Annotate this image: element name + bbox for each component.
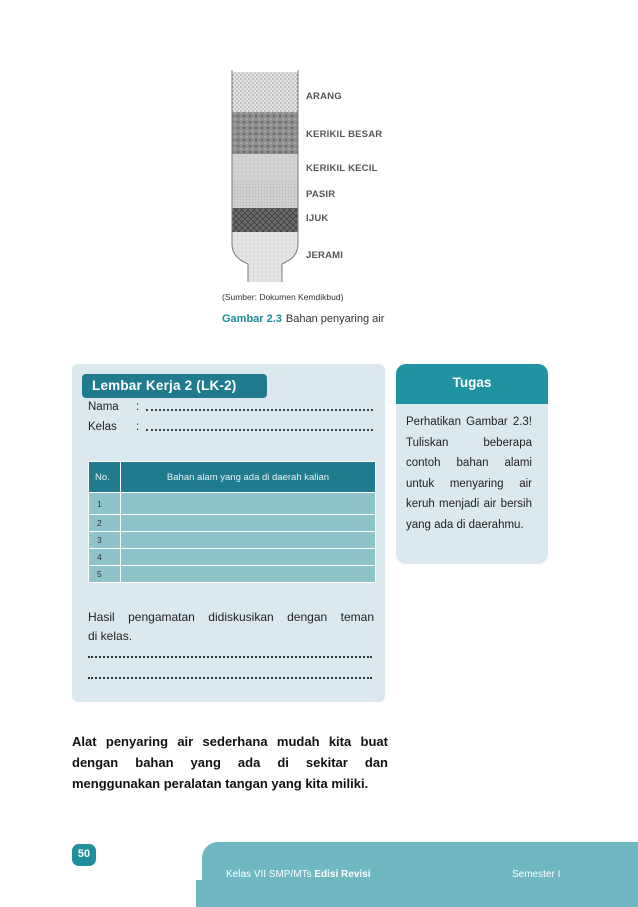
row-number: 5 [89, 566, 121, 583]
figure-caption [222, 313, 384, 325]
page-number-badge [72, 844, 96, 866]
row-number: 1 [89, 493, 121, 515]
material-cell[interactable] [121, 549, 376, 566]
worksheet-title: Lembar Kerja 2 (LK-2) [92, 378, 237, 393]
table-row [89, 532, 376, 549]
layer-label-kerikil-besar: KERIKIL BESAR [306, 129, 383, 140]
table-row [89, 493, 376, 515]
name-colon: : [136, 401, 140, 413]
layer-label-pasir: PASIR [306, 189, 336, 200]
layer-label-arang: ARANG [306, 91, 342, 102]
figure-title: Bahan penyaring air [285, 313, 385, 325]
result-instruction-line1: Hasil pengamatan didiskusikan dengan teman [88, 610, 374, 624]
class-field[interactable] [146, 429, 373, 431]
material-cell[interactable] [121, 515, 376, 532]
task-text: Perhatikan Gambar 2.3! Tuliskan beberapa contoh bahan alami untuk menyaring air keruh menjadi air bersih yang ada di daerahmu. [406, 416, 532, 531]
footer-semester: Semester I [512, 869, 561, 880]
table-row [89, 566, 376, 583]
footer-book-prefix: Kelas VII SMP/MTs [226, 869, 315, 880]
table-row [89, 515, 376, 532]
worksheet-title-bar [82, 374, 267, 398]
class-colon: : [136, 421, 140, 433]
closing-paragraph: Alat penyaring air sederhana mudah kita buat dengan bahan yang ada di sekitar dan menggunakan peralatan tangan yang kita miliki. [72, 734, 388, 791]
figure-source: (Sumber: Dokumen Kemdikbud) [222, 292, 344, 302]
materials-table [88, 461, 376, 583]
material-cell[interactable] [121, 532, 376, 549]
table-header-row [89, 462, 376, 493]
class-label: Kelas [88, 421, 117, 433]
result-instruction-line2: di kelas. [88, 629, 133, 643]
result-answer-line-1[interactable] [88, 656, 372, 658]
layer-label-jerami: JERAMI [306, 250, 344, 261]
row-number: 3 [89, 532, 121, 549]
footer-book-title [226, 869, 371, 880]
result-answer-line-2[interactable] [88, 677, 372, 679]
task-title: Tugas [452, 375, 492, 390]
water-filter-illustration [224, 66, 304, 284]
material-cell[interactable] [121, 493, 376, 515]
row-number: 4 [89, 549, 121, 566]
row-number: 2 [89, 515, 121, 532]
layer-label-ijuk: IJUK [306, 213, 329, 224]
layer-label-kerikil-kecil: KERIKIL KECIL [306, 163, 378, 174]
footer-book-edition: Edisi Revisi [314, 869, 371, 880]
page-number: 50 [77, 848, 91, 860]
table-row [89, 549, 376, 566]
name-label: Nama [88, 401, 119, 413]
task-header [396, 364, 548, 404]
column-header-material: Bahan alam yang ada di daerah kalian [121, 462, 376, 493]
figure-number: Gambar 2.3 [222, 313, 282, 325]
column-header-no: No. [89, 462, 121, 493]
name-field[interactable] [146, 409, 373, 411]
material-cell[interactable] [121, 566, 376, 583]
